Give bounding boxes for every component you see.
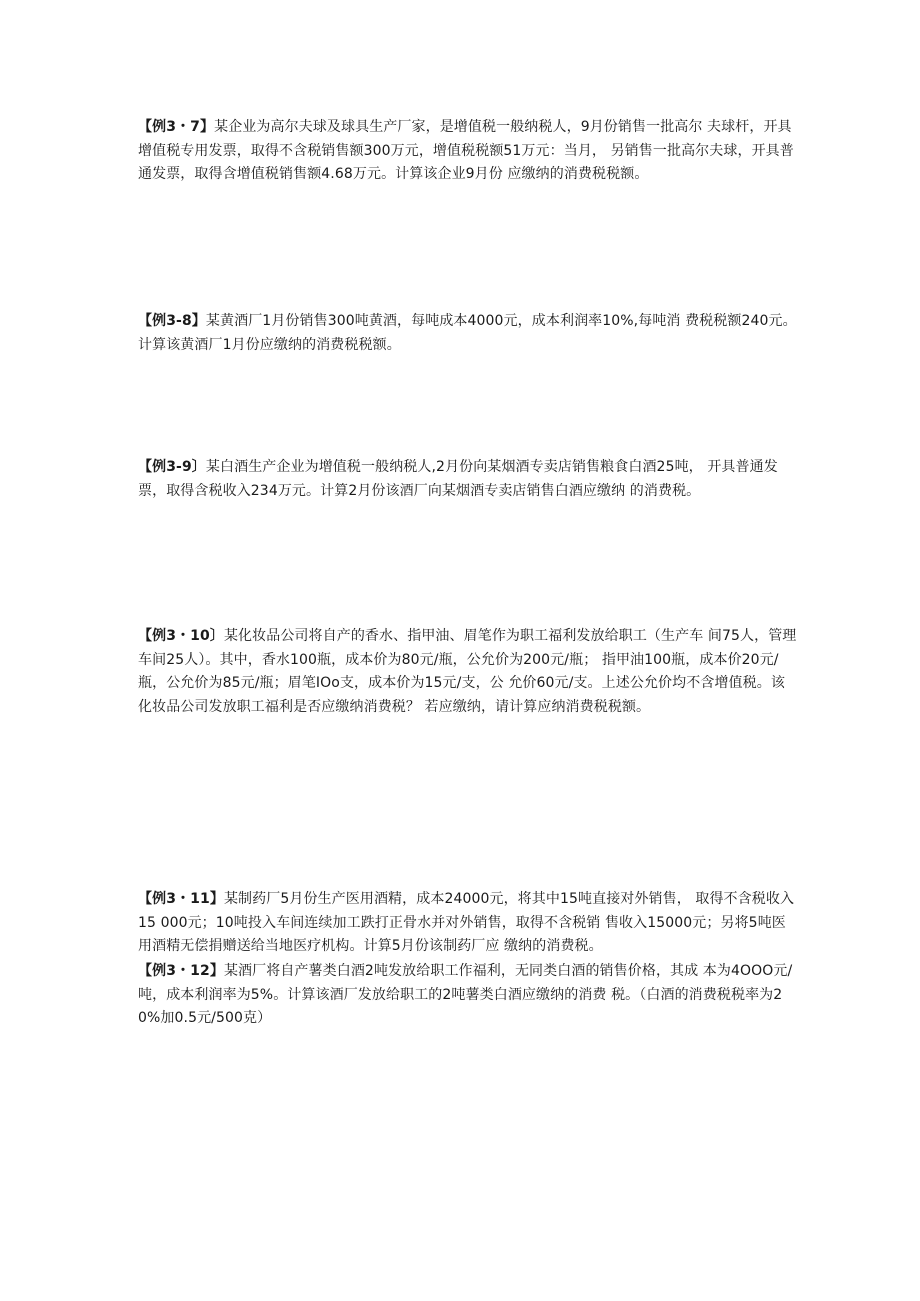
example-3-10-paragraph	[138, 625, 798, 719]
example-label: 【例3-8】	[138, 313, 206, 329]
example-label: 【例3・11】	[138, 891, 224, 907]
example-3-11-paragraph	[138, 888, 798, 959]
example-label: 【例3・10〕	[138, 628, 224, 644]
example-text: 某制药厂5月份生产医用酒精，成本24000元，将其中15吨直接对外销售， 取得不含税收入15 000元；10吨投入车间连续加工跌打正骨水并对外销售，取得不含税销 售收入15000元；另将5吨医用酒精无偿捐赠送给当地医疗机构。计算5月份该制药厂应 缴纳的消费税。	[138, 891, 795, 954]
example-text: 某化妆品公司将自产的香水、指甲油、眉笔作为职工福利发放给职工（生产车 间75人，管理车间25人）。其中，香水100瓶，成本价为80元/瓶，公允价为200元/瓶； 指甲油100瓶，成本价20元/瓶，公允价为85元/瓶；眉笔IOo支，成本价为15元/支，公 允价60元/支。上述公允价均不含增值税。该化妆品公司发放职工福利是否应缴纳消费税？ 若应缴纳，请计算应纳消费税税额。	[138, 628, 797, 715]
example-text: 某酒厂将自产薯类白酒2吨发放给职工作福利，无同类白酒的销售价格，其成 本为4OOO元/吨，成本利润率为5%。计算该酒厂发放给职工的2吨薯类白酒应缴纳的消费 税。（白酒的消费税税率为20%加0.5元/500克）	[138, 963, 793, 1026]
example-label: 【例3-9〕	[138, 459, 206, 475]
example-3-8-paragraph	[138, 310, 798, 357]
example-label: 【例3・7】	[138, 119, 215, 135]
example-3-12-paragraph	[138, 960, 798, 1031]
example-text: 某企业为高尔夫球及球具生产厂家，是增值税一般纳税人，9月份销售一批高尔 夫球杆，开具增值税专用发票，取得不含税销售额300万元，增值税税额51万元：当月， 另销售一批高尔夫球，开具普通发票，取得含增值税销售额4.68万元。计算该企业9月份 应缴纳的消费税税额。	[138, 119, 794, 182]
example-label: 【例3・12】	[138, 963, 224, 979]
example-text: 某白酒生产企业为增值税一般纳税人,2月份向某烟酒专卖店销售粮食白酒25吨， 开具普通发票，取得含税收入234万元。计算2月份该酒厂向某烟酒专卖店销售白酒应缴纳 的消费税。	[138, 459, 778, 499]
example-3-9-paragraph	[138, 456, 798, 503]
example-3-7-paragraph	[138, 116, 798, 187]
example-text: 某黄酒厂1月份销售300吨黄酒，每吨成本4000元，成本利润率10%,每吨消 费税税额240元。计算该黄酒厂1月份应缴纳的消费税税额。	[138, 313, 797, 353]
